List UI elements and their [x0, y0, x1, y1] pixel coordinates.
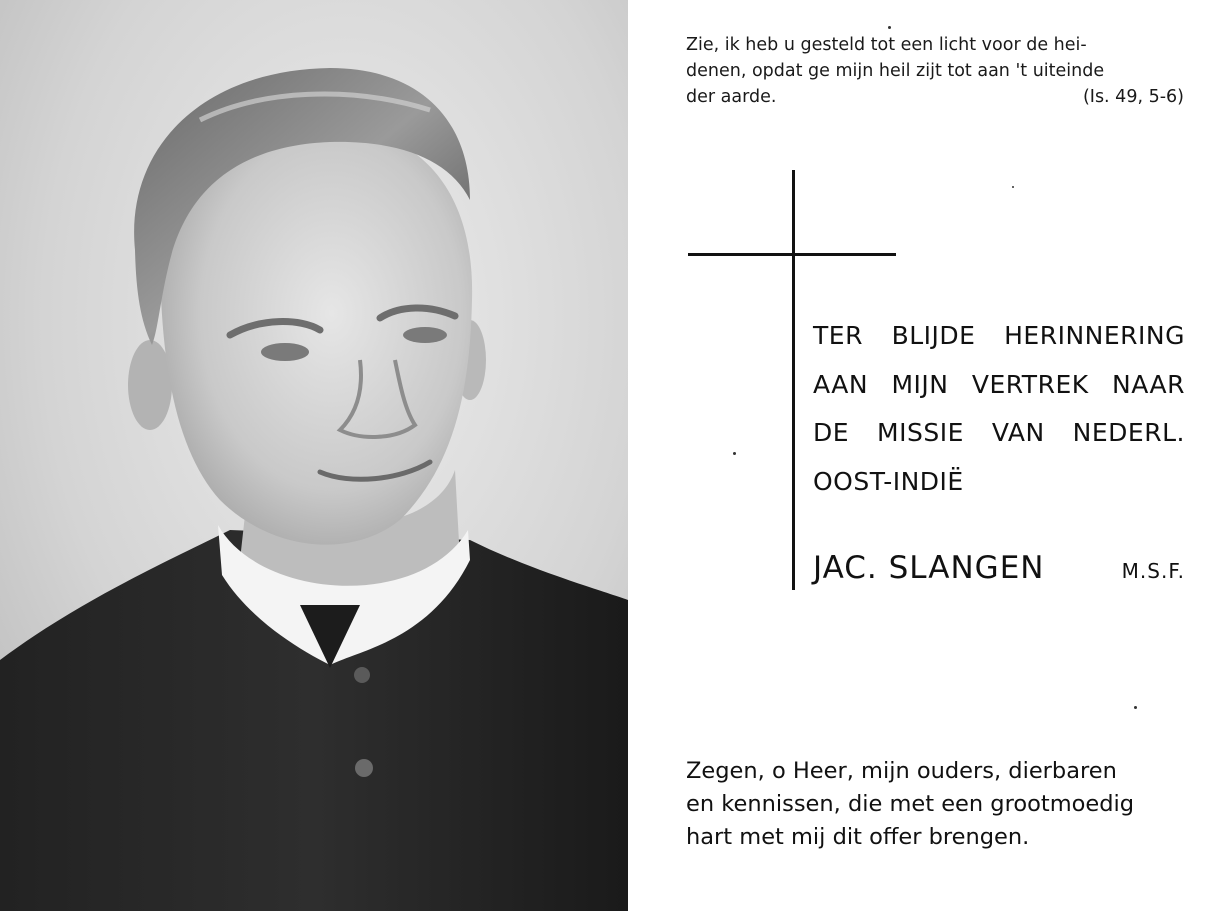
missionary-name: JAC. SLANGEN [813, 550, 1045, 586]
ear-left [128, 340, 172, 430]
memorial-word: MISSIE [877, 418, 964, 447]
prayer-line: Zegen, o Heer, mijn ouders, dierbaren [686, 758, 1117, 784]
memorial-line-1 [813, 312, 1185, 361]
verse-line: der aarde. [686, 87, 777, 107]
cassock-button [354, 667, 370, 683]
memorial-word: VERTREK [971, 369, 1089, 399]
memorial-word: NEDERL. [1072, 418, 1185, 447]
prayer-text [686, 755, 1186, 854]
verse-reference: (Is. 49, 5-6) [1082, 87, 1184, 107]
print-speck [888, 26, 891, 29]
memorial-word: DE [813, 418, 850, 447]
memorial-word: NAAR [1112, 369, 1185, 399]
print-speck [733, 452, 736, 455]
cassock-button [355, 759, 373, 777]
prayer-line: en kennissen, die met een grootmoedig [686, 791, 1135, 817]
memorial-word: HERINNERING [1004, 321, 1185, 350]
signature [813, 550, 1185, 586]
memorial-text [813, 312, 1185, 506]
verse-line: denen, opdat ge mijn heil zijt tot aan 't uiteinde [686, 61, 1105, 81]
print-speck [1134, 706, 1137, 709]
memorial-word: VAN [991, 418, 1045, 447]
memorial-word: MIJN [891, 369, 949, 399]
memorial-line-2 [813, 361, 1185, 410]
verse-line: Zie, ik heb u gesteld tot een licht voor de hei- [686, 35, 1087, 55]
print-speck [1012, 186, 1014, 188]
cross-icon-bar [688, 253, 896, 256]
eye-right [403, 327, 447, 343]
eye-left [261, 343, 309, 361]
memorial-line-3 [813, 409, 1185, 458]
memorial-line-4: OOST-INDIË [813, 466, 964, 496]
verse-last-line [686, 84, 1184, 110]
prayer-line: hart met mij dit offer brengen. [686, 824, 1030, 850]
bible-verse [686, 32, 1184, 110]
memorial-word: TER [813, 321, 863, 350]
religious-order: M.S.F. [1121, 559, 1185, 583]
memorial-word: AAN [813, 369, 869, 399]
memorial-word: BLIJDE [891, 321, 976, 350]
cross-icon [792, 170, 795, 590]
